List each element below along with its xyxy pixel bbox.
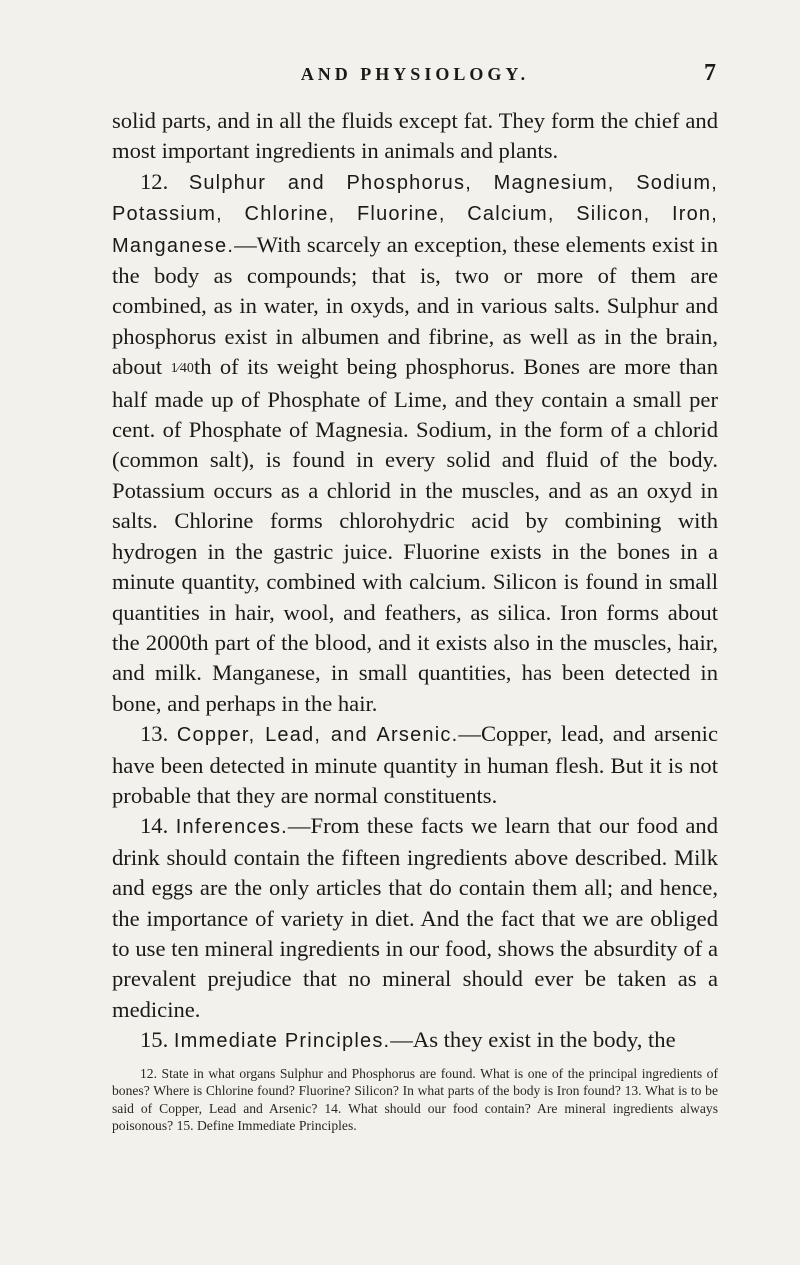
body-text (112, 106, 718, 1057)
section-number: 12. (140, 168, 169, 194)
section-number: 15. (140, 1027, 169, 1053)
section-text: —Copper, lead, and arsenic have been detected in minute quantity in human flesh. But it is not probable that they are normal constituents. (112, 721, 718, 808)
running-head (112, 0, 718, 96)
section-number: 13. (140, 721, 169, 747)
section-13 (112, 719, 718, 811)
paragraph-continued (112, 106, 718, 167)
section-15 (112, 1025, 718, 1056)
fraction: 1⁄40 (170, 361, 194, 377)
section-12 (112, 167, 718, 719)
section-text: —With scarcely an exception, these elements exist in the body as compounds; that is, two or more of them are combined, as in water, in oxyds, and in various salts. Sulphur and phosphorus exist in albumen and fibrine, as well as in the brain, about (112, 231, 718, 380)
paragraph-text: solid parts, and in all the fluids except fat. They form the chief and most important ingredients in animals and plants. (112, 108, 718, 164)
section-text: —As they exist in the body, the (390, 1027, 676, 1053)
section-heading: Copper, Lead, and Arsenic. (176, 724, 459, 747)
review-questions: 12. State in what organs Sulphur and Phosphorus are found. What is one of the principal ingredients of bones? Where is Chlorine found? Fluorine? Silicon? In what parts of the body is Iron found? 13. What is to be said of Copper, Lead and Arsenic? 14. What should our food contain? Are mineral ingredients always poisonous? 15. Define Immediate Principles. (112, 1065, 718, 1134)
section-14 (112, 811, 718, 1025)
section-text: —From these facts we learn that our food and drink should contain the fifteen ingredients above described. Milk and eggs are the only articles that do contain them all; and hence, the importance of variety in diet. And the fact that we are obliged to use ten mineral ingredients in our food, shows the absurdity of a prevalent prejudice that no mineral should ever be taken as a medicine. (112, 813, 718, 1022)
section-text-continued: th of its weight being phosphorus. Bones are more than half made up of Phosphate of Lime, and they contain a small per cent. of Phosphate of Magnesia. Sodium, in the form of a chlorid (common salt), is found in every solid and fluid of the body. Potassium occurs as a chlorid in the muscles, and as an oxyd in salts. Chlorine forms chlorohydric acid by combining with hydrogen in the gastric juice. Fluorine exists in the bones in a minute quantity, combined with calcium. Silicon is found in small quantities in hair, wool, and feathers, as silica. Iron forms about the 2000th part of the blood, and it exists also in the muscles, hair, and milk. Manganese, in small quantities, has been detected in bone, and perhaps in the hair. (112, 354, 718, 716)
section-heading: Inferences. (175, 816, 288, 839)
section-heading: Sulphur and Phosphorus, Magnesium, Sodium, Potassium, Chlorine, Fluorine, Calcium, Silicon, Iron, Manganese. (112, 171, 718, 257)
section-heading: Immediate Principles. (173, 1030, 391, 1053)
section-number: 14. (140, 813, 169, 839)
page-number: 7 (704, 60, 716, 86)
running-title: AND PHYSIOLOGY. (300, 64, 530, 84)
